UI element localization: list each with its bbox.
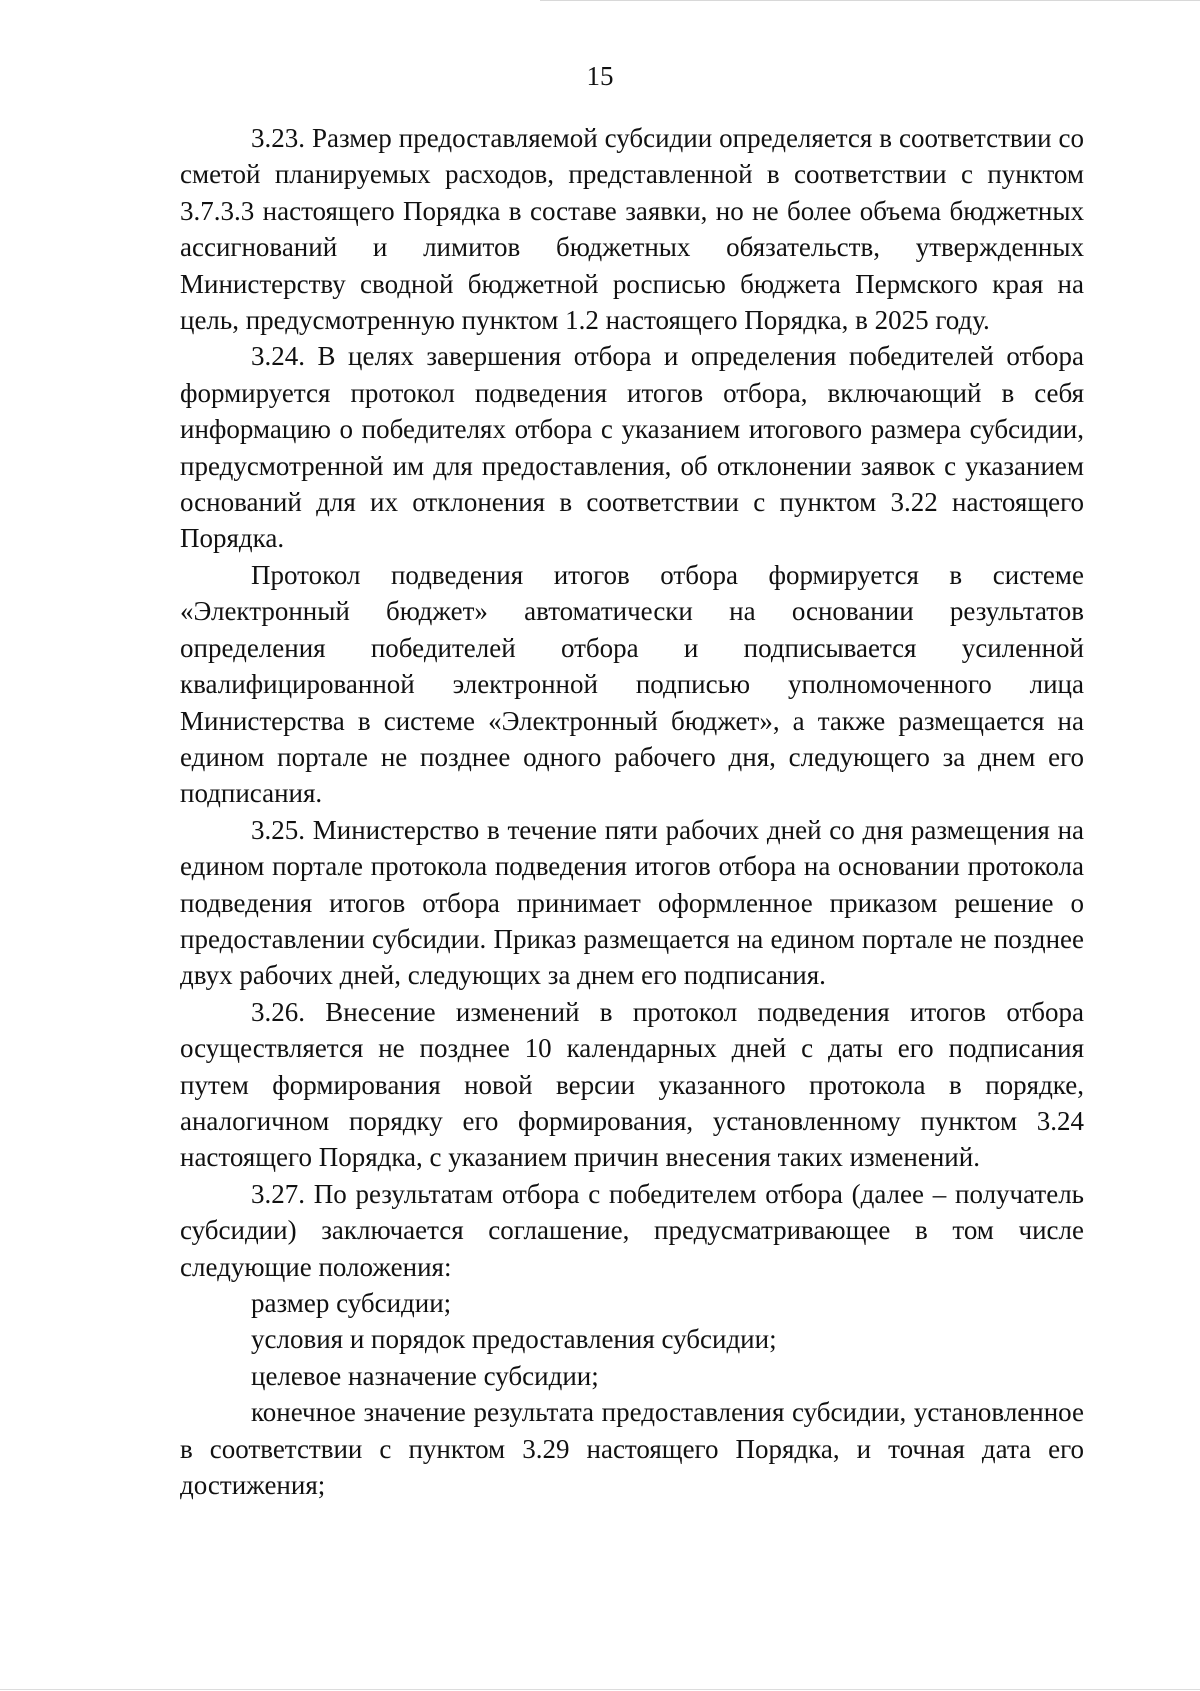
paragraph-protocol: Протокол подведения итогов отбора формируется в системе «Электронный бюджет» автоматически на основании результатов определения победителей отбора и подписывается усиленной квалифицированной электронной подписью уполномоченного лица Министерства в системе «Электронный бюджет», а также размещается на едином портале не позднее одного рабочего дня, следующего за днем его подписания. xyxy=(180,559,1084,809)
paragraph-3-24: 3.24. В целях завершения отбора и определения победителей отбора формируется протокол подведения итогов отбора, включающий в себя информацию о победителях отбора с указанием итогового размера субсидии, предусмотренной им для предоставления, об отклонении заявок с указанием оснований для их отклонения в соответствии с пунктом 3.22 настоящего Порядка. xyxy=(180,341,1084,554)
paragraph-3-25: 3.25. Министерство в течение пяти рабочих дней со дня размещения на едином портале протокола подведения итогов отбора на основании протокола подведения итогов отбора принимает оформленное приказом решение о предоставлении субсидии. Приказ размещается на едином портале не позднее двух рабочих дней, следующих за днем его подписания. xyxy=(180,814,1084,991)
scan-edge-top xyxy=(540,0,1200,1)
document-body xyxy=(180,120,1084,1503)
list-item-subsidy-size: размер субсидии; xyxy=(251,1288,452,1318)
paragraph-3-27: 3.27. По результатам отбора с победителем отбора (далее – получатель субсидии) заключается соглашение, предусматривающее в том числе следующие положения: xyxy=(180,1178,1084,1282)
scan-edge-bottom xyxy=(0,1689,1200,1690)
page-number: 15 xyxy=(586,61,614,91)
list-item-conditions: условия и порядок предоставления субсидии; xyxy=(251,1324,777,1355)
list-item-result-value: конечное значение результата предоставления субсидии, установленное в соответствии с пунктом 3.29 настоящего Порядка, и точная дата его достижения; xyxy=(180,1397,1084,1501)
paragraph-3-26: 3.26. Внесение изменений в протокол подведения итогов отбора осуществляется не позднее 10 календарных дней с даты его подписания путем формирования новой версии указанного протокола в порядке, аналогичном порядку его формирования, установленному пунктом 3.24 настоящего Порядка, с указанием причин внесения таких изменений. xyxy=(180,996,1084,1173)
paragraph-3-23: 3.23. Размер предоставляемой субсидии определяется в соответствии со сметой планируемых расходов, представленной в соответствии с пунктом 3.7.3.3 настоящего Порядка в составе заявки, но не более объема бюджетных ассигнований и лимитов бюджетных обязательств, утвержденных Министерству сводной бюджетной росписью бюджета Пермского края на цель, предусмотренную пунктом 1.2 настоящего Порядка, в 2025 году. xyxy=(180,123,1084,336)
list-item-purpose: целевое назначение субсидии; xyxy=(251,1360,599,1391)
